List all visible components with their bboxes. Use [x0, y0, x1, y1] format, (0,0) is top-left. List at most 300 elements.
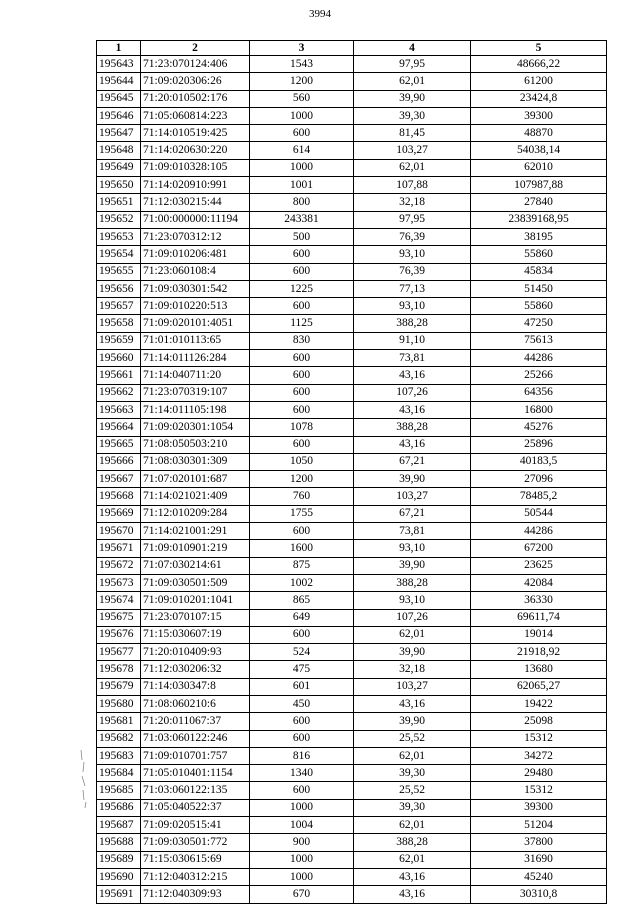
- table-cell: 71:14:021021:409: [141, 488, 250, 505]
- table-cell: 25098: [471, 713, 607, 730]
- table-cell: 195670: [97, 523, 141, 540]
- table-cell: 600: [250, 782, 354, 799]
- table-cell: 1200: [250, 73, 354, 90]
- table-cell: 103,27: [354, 488, 471, 505]
- table-row: [97, 453, 607, 470]
- table-row: [97, 523, 607, 540]
- table-cell: 195681: [97, 713, 141, 730]
- table-cell: 107,26: [354, 609, 471, 626]
- table-cell: 1000: [250, 851, 354, 868]
- table-row: [97, 799, 607, 816]
- table-row: [97, 73, 607, 90]
- table-cell: 25,52: [354, 782, 471, 799]
- table-cell: 1340: [250, 765, 354, 782]
- table-cell: 39,30: [354, 107, 471, 124]
- table-cell: 25,52: [354, 730, 471, 747]
- table-cell: 71:14:030347:8: [141, 678, 250, 695]
- table-cell: 71:09:030301:542: [141, 280, 250, 297]
- table-cell: 15312: [471, 782, 607, 799]
- table-cell: 71:09:010220:513: [141, 298, 250, 315]
- table-row: [97, 505, 607, 522]
- table-cell: 760: [250, 488, 354, 505]
- table-cell: 388,28: [354, 574, 471, 591]
- table-cell: 91,10: [354, 332, 471, 349]
- table-cell: 195672: [97, 557, 141, 574]
- table-cell: 195676: [97, 626, 141, 643]
- table-cell: 71:12:030206:32: [141, 661, 250, 678]
- table-row: [97, 263, 607, 280]
- table-cell: 71:15:030607:19: [141, 626, 250, 643]
- table-cell: 1000: [250, 107, 354, 124]
- table-cell: 1004: [250, 817, 354, 834]
- table-cell: 649: [250, 609, 354, 626]
- table-cell: 71:14:020910:991: [141, 177, 250, 194]
- table-cell: 43,16: [354, 695, 471, 712]
- table-cell: 19014: [471, 626, 607, 643]
- table-cell: 71:09:010701:757: [141, 747, 250, 764]
- table-cell: 48870: [471, 125, 607, 142]
- column-header: 4: [354, 41, 471, 56]
- table-cell: 25266: [471, 367, 607, 384]
- table-cell: 600: [250, 401, 354, 418]
- table-cell: 195659: [97, 332, 141, 349]
- table-cell: 16800: [471, 401, 607, 418]
- table-cell: 51204: [471, 817, 607, 834]
- table-cell: 195683: [97, 747, 141, 764]
- column-header: 2: [141, 41, 250, 56]
- table-row: [97, 107, 607, 124]
- table-cell: 44286: [471, 523, 607, 540]
- table-cell: 78485,2: [471, 488, 607, 505]
- table-cell: 600: [250, 298, 354, 315]
- table-cell: 195645: [97, 90, 141, 107]
- table-cell: 15312: [471, 730, 607, 747]
- table-cell: 97,95: [354, 211, 471, 228]
- table-cell: 195686: [97, 799, 141, 816]
- table-cell: 62,01: [354, 626, 471, 643]
- table-cell: 195685: [97, 782, 141, 799]
- table-cell: 388,28: [354, 419, 471, 436]
- table-cell: 195649: [97, 159, 141, 176]
- table-row: [97, 834, 607, 851]
- table-cell: 195657: [97, 298, 141, 315]
- table-cell: 71:05:060814:223: [141, 107, 250, 124]
- table-cell: 107,88: [354, 177, 471, 194]
- table-cell: 71:09:010201:1041: [141, 592, 250, 609]
- table-cell: 71:03:060122:135: [141, 782, 250, 799]
- column-header: 3: [250, 41, 354, 56]
- table-row: [97, 384, 607, 401]
- table-cell: 195644: [97, 73, 141, 90]
- table-cell: 1755: [250, 505, 354, 522]
- table-cell: 39300: [471, 107, 607, 124]
- table-cell: 32,18: [354, 661, 471, 678]
- table-row: [97, 661, 607, 678]
- table-cell: 560: [250, 90, 354, 107]
- table-cell: 45276: [471, 419, 607, 436]
- table-row: [97, 246, 607, 263]
- table-cell: 76,39: [354, 263, 471, 280]
- table-cell: 1000: [250, 868, 354, 885]
- table-cell: 195673: [97, 574, 141, 591]
- table-cell: 195650: [97, 177, 141, 194]
- table-cell: 23839168,95: [471, 211, 607, 228]
- table-cell: 195660: [97, 350, 141, 367]
- table-cell: 39,90: [354, 557, 471, 574]
- table-cell: 93,10: [354, 298, 471, 315]
- table-cell: 195691: [97, 886, 141, 903]
- table-cell: 71:08:030301:309: [141, 453, 250, 470]
- table-cell: 71:23:070312:12: [141, 228, 250, 245]
- table-cell: 195664: [97, 419, 141, 436]
- table-row: [97, 177, 607, 194]
- table-cell: 450: [250, 695, 354, 712]
- table-cell: 1200: [250, 471, 354, 488]
- table-row: [97, 488, 607, 505]
- table-cell: 71:00:000000:11194: [141, 211, 250, 228]
- table-cell: 44286: [471, 350, 607, 367]
- table-row: [97, 817, 607, 834]
- table-cell: 54038,14: [471, 142, 607, 159]
- table-cell: 43,16: [354, 436, 471, 453]
- table-cell: 31690: [471, 851, 607, 868]
- table-cell: 43,16: [354, 367, 471, 384]
- table-row: [97, 609, 607, 626]
- table-cell: 39,90: [354, 471, 471, 488]
- table-cell: 103,27: [354, 678, 471, 695]
- table-cell: 73,81: [354, 350, 471, 367]
- table-cell: 71:23:060108:4: [141, 263, 250, 280]
- table-cell: 195671: [97, 540, 141, 557]
- table-cell: 1000: [250, 159, 354, 176]
- table-cell: 19422: [471, 695, 607, 712]
- page-number: 3994: [309, 8, 331, 20]
- table-cell: 21918,92: [471, 644, 607, 661]
- table-cell: 71:14:020630:220: [141, 142, 250, 159]
- table-cell: 23424,8: [471, 90, 607, 107]
- table-cell: 93,10: [354, 540, 471, 557]
- table-cell: 195662: [97, 384, 141, 401]
- table-cell: 62,01: [354, 159, 471, 176]
- table-cell: 71:14:010519:425: [141, 125, 250, 142]
- table-cell: 600: [250, 384, 354, 401]
- table-row: [97, 730, 607, 747]
- table-cell: 103,27: [354, 142, 471, 159]
- table-cell: 600: [250, 125, 354, 142]
- table-row: [97, 471, 607, 488]
- table-row: [97, 159, 607, 176]
- table-row: [97, 540, 607, 557]
- table-cell: 69611,74: [471, 609, 607, 626]
- table-row: [97, 574, 607, 591]
- table-cell: 243381: [250, 211, 354, 228]
- table-cell: 13680: [471, 661, 607, 678]
- table-cell: 524: [250, 644, 354, 661]
- table-cell: 600: [250, 730, 354, 747]
- table-cell: 195689: [97, 851, 141, 868]
- table-cell: 1543: [250, 56, 354, 73]
- table-cell: 40183,5: [471, 453, 607, 470]
- table-cell: 195655: [97, 263, 141, 280]
- table-cell: 67,21: [354, 505, 471, 522]
- table-row: [97, 419, 607, 436]
- table-cell: 195643: [97, 56, 141, 73]
- table-cell: 71:23:070107:15: [141, 609, 250, 626]
- table-cell: 600: [250, 713, 354, 730]
- table-cell: 475: [250, 661, 354, 678]
- table-cell: 71:09:030501:509: [141, 574, 250, 591]
- table-cell: 67,21: [354, 453, 471, 470]
- table-row: [97, 747, 607, 764]
- table-cell: 107987,88: [471, 177, 607, 194]
- table-cell: 71:20:010409:93: [141, 644, 250, 661]
- table-row: [97, 695, 607, 712]
- table-cell: 71:09:030501:772: [141, 834, 250, 851]
- table-row: [97, 211, 607, 228]
- table-cell: 50544: [471, 505, 607, 522]
- table-cell: 43,16: [354, 868, 471, 885]
- table-row: [97, 626, 607, 643]
- table-cell: 71:09:020515:41: [141, 817, 250, 834]
- table-cell: 37800: [471, 834, 607, 851]
- table-cell: 32,18: [354, 194, 471, 211]
- table-cell: 195651: [97, 194, 141, 211]
- table-cell: 62010: [471, 159, 607, 176]
- table-row: [97, 592, 607, 609]
- table-cell: 195661: [97, 367, 141, 384]
- table-cell: 71:20:010502:176: [141, 90, 250, 107]
- table-cell: 47250: [471, 315, 607, 332]
- table-cell: 670: [250, 886, 354, 903]
- table-cell: 195678: [97, 661, 141, 678]
- table-cell: 900: [250, 834, 354, 851]
- table-row: [97, 765, 607, 782]
- table-cell: 30310,8: [471, 886, 607, 903]
- table-cell: 62,01: [354, 817, 471, 834]
- table-cell: 1078: [250, 419, 354, 436]
- table-row: [97, 315, 607, 332]
- table-cell: 39,30: [354, 765, 471, 782]
- table-cell: 43,16: [354, 886, 471, 903]
- table-cell: 1600: [250, 540, 354, 557]
- table-cell: 25896: [471, 436, 607, 453]
- table-cell: 195648: [97, 142, 141, 159]
- table-cell: 39300: [471, 799, 607, 816]
- table-cell: 55860: [471, 246, 607, 263]
- table-row: [97, 90, 607, 107]
- table-cell: 71:03:060122:246: [141, 730, 250, 747]
- table-cell: 195668: [97, 488, 141, 505]
- table-cell: 71:05:010401:1154: [141, 765, 250, 782]
- table-cell: 195654: [97, 246, 141, 263]
- table-cell: 195674: [97, 592, 141, 609]
- data-table: [96, 40, 607, 904]
- table-cell: 71:09:020101:4051: [141, 315, 250, 332]
- table-cell: 77,13: [354, 280, 471, 297]
- table-cell: 71:05:040522:37: [141, 799, 250, 816]
- table-cell: 600: [250, 367, 354, 384]
- table-row: [97, 886, 607, 903]
- table-cell: 34272: [471, 747, 607, 764]
- table-cell: 61200: [471, 73, 607, 90]
- table-row: [97, 644, 607, 661]
- table-cell: 81,45: [354, 125, 471, 142]
- table-cell: 816: [250, 747, 354, 764]
- table-cell: 614: [250, 142, 354, 159]
- column-header: 5: [471, 41, 607, 56]
- table-cell: 67200: [471, 540, 607, 557]
- table-cell: 71:12:040312:215: [141, 868, 250, 885]
- table-cell: 865: [250, 592, 354, 609]
- table-cell: 42084: [471, 574, 607, 591]
- table-row: [97, 194, 607, 211]
- table-cell: 71:14:040711:20: [141, 367, 250, 384]
- table-cell: 71:09:020301:1054: [141, 419, 250, 436]
- table-cell: 71:23:070319:107: [141, 384, 250, 401]
- table-cell: 51450: [471, 280, 607, 297]
- table-cell: 71:01:010113:65: [141, 332, 250, 349]
- table-cell: 27840: [471, 194, 607, 211]
- table-cell: 388,28: [354, 315, 471, 332]
- table-cell: 195656: [97, 280, 141, 297]
- table-cell: 195682: [97, 730, 141, 747]
- table-cell: 600: [250, 263, 354, 280]
- table-cell: 388,28: [354, 834, 471, 851]
- table-row: [97, 350, 607, 367]
- table-cell: 195658: [97, 315, 141, 332]
- table-row: [97, 713, 607, 730]
- table-cell: 71:12:010209:284: [141, 505, 250, 522]
- table-cell: 195679: [97, 678, 141, 695]
- table-cell: 48666,22: [471, 56, 607, 73]
- header-row: [97, 41, 607, 56]
- table-cell: 1125: [250, 315, 354, 332]
- table-cell: 195669: [97, 505, 141, 522]
- table-cell: 73,81: [354, 523, 471, 540]
- table-cell: 71:12:030215:44: [141, 194, 250, 211]
- table-cell: 71:09:010328:105: [141, 159, 250, 176]
- table-cell: 29480: [471, 765, 607, 782]
- table-row: [97, 401, 607, 418]
- table-cell: 195667: [97, 471, 141, 488]
- table-cell: 195688: [97, 834, 141, 851]
- table-row: [97, 298, 607, 315]
- table-row: [97, 228, 607, 245]
- margin-scribble: [78, 748, 92, 810]
- table-cell: 195646: [97, 107, 141, 124]
- table-row: [97, 142, 607, 159]
- table-cell: 1001: [250, 177, 354, 194]
- table-cell: 71:08:050503:210: [141, 436, 250, 453]
- table-cell: 55860: [471, 298, 607, 315]
- table-cell: 39,90: [354, 713, 471, 730]
- table-cell: 195663: [97, 401, 141, 418]
- table-cell: 195666: [97, 453, 141, 470]
- table-cell: 195690: [97, 868, 141, 885]
- table-cell: 1225: [250, 280, 354, 297]
- table-row: [97, 868, 607, 885]
- table-cell: 600: [250, 523, 354, 540]
- table-cell: 71:23:070124:406: [141, 56, 250, 73]
- table-cell: 75613: [471, 332, 607, 349]
- table-cell: 93,10: [354, 592, 471, 609]
- table-cell: 62065,27: [471, 678, 607, 695]
- table-cell: 1000: [250, 799, 354, 816]
- table-cell: 71:14:011105:198: [141, 401, 250, 418]
- table-cell: 107,26: [354, 384, 471, 401]
- table-cell: 38195: [471, 228, 607, 245]
- table-cell: 195675: [97, 609, 141, 626]
- table-cell: 195687: [97, 817, 141, 834]
- table-cell: 39,90: [354, 644, 471, 661]
- table-cell: 45240: [471, 868, 607, 885]
- table-cell: 62,01: [354, 851, 471, 868]
- table-cell: 71:08:060210:6: [141, 695, 250, 712]
- table-row: [97, 678, 607, 695]
- table-cell: 195647: [97, 125, 141, 142]
- table-cell: 71:07:020101:687: [141, 471, 250, 488]
- table-cell: 800: [250, 194, 354, 211]
- table-cell: 875: [250, 557, 354, 574]
- table-cell: 43,16: [354, 401, 471, 418]
- table-row: [97, 557, 607, 574]
- table-row: [97, 367, 607, 384]
- table-cell: 195665: [97, 436, 141, 453]
- table-cell: 71:09:020306:26: [141, 73, 250, 90]
- table-cell: 23625: [471, 557, 607, 574]
- table-cell: 45834: [471, 263, 607, 280]
- table-cell: 830: [250, 332, 354, 349]
- table-cell: 600: [250, 436, 354, 453]
- table-row: [97, 436, 607, 453]
- table-cell: 600: [250, 626, 354, 643]
- table-cell: 195680: [97, 695, 141, 712]
- table-cell: 39,90: [354, 90, 471, 107]
- column-header: 1: [97, 41, 141, 56]
- table-cell: 600: [250, 246, 354, 263]
- table-cell: 71:14:021001:291: [141, 523, 250, 540]
- table-row: [97, 125, 607, 142]
- table-cell: 39,30: [354, 799, 471, 816]
- table-cell: 97,95: [354, 56, 471, 73]
- table-cell: 1002: [250, 574, 354, 591]
- table-cell: 195653: [97, 228, 141, 245]
- table-cell: 195684: [97, 765, 141, 782]
- table-cell: 36330: [471, 592, 607, 609]
- table-cell: 71:09:010901:219: [141, 540, 250, 557]
- table-cell: 93,10: [354, 246, 471, 263]
- table-cell: 27096: [471, 471, 607, 488]
- table-row: [97, 56, 607, 73]
- table-row: [97, 332, 607, 349]
- table-cell: 71:20:011067:37: [141, 713, 250, 730]
- table-cell: 500: [250, 228, 354, 245]
- table-cell: 71:12:040309:93: [141, 886, 250, 903]
- table-cell: 62,01: [354, 747, 471, 764]
- table-cell: 195652: [97, 211, 141, 228]
- table-cell: 71:15:030615:69: [141, 851, 250, 868]
- table-cell: 601: [250, 678, 354, 695]
- table-cell: 1050: [250, 453, 354, 470]
- table-cell: 71:14:011126:284: [141, 350, 250, 367]
- table-row: [97, 851, 607, 868]
- table-cell: 76,39: [354, 228, 471, 245]
- table-cell: 71:07:030214:61: [141, 557, 250, 574]
- table-row: [97, 782, 607, 799]
- table-cell: 62,01: [354, 73, 471, 90]
- table-cell: 71:09:010206:481: [141, 246, 250, 263]
- table-row: [97, 280, 607, 297]
